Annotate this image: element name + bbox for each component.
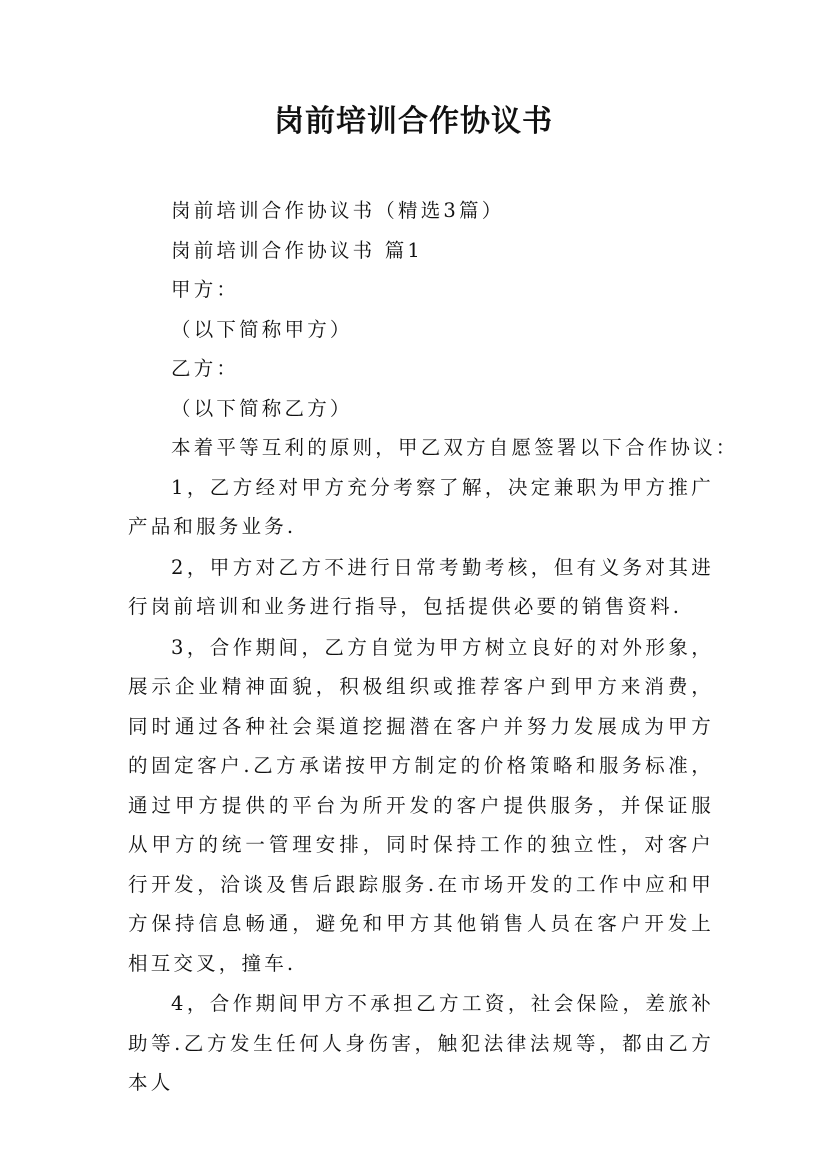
subtitle-line: 岗前培训合作协议书（精选3篇） <box>171 199 505 222</box>
clause-1: 1，乙方经对甲方充分考察了解，决定兼职为甲方推广产品和服务业务. <box>128 475 714 538</box>
clause-2: 2，甲方对乙方不进行日常考勤考核，但有义务对其进行岗前培训和业务进行指导，包括提供必要的销售资料. <box>128 555 714 618</box>
clause-4: 4，合作期间甲方不承担乙方工资，社会保险，差旅补助等.乙方发生任何人身伤害，触犯法律法规等，都由乙方本人 <box>128 992 714 1094</box>
clause-3: 3，合作期间，乙方自觉为甲方树立良好的对外形象，展示企业精神面貌，积极组织或推荐客户到甲方来消费，同时通过各种社会渠道挖掘潜在客户并努力发展成为甲方的固定客户.乙方承诺按甲方制定的价格策略和服务标准，通过甲方提供的平台为所开发的客户提供服务，并保证服从甲方的统一管理安排，同时保持工作的独立性，对客户行开发，洽谈及售后跟踪服务.在市场开发的工作中应和甲方保持信息畅通，避免和甲方其他销售人员在客户开发上相互交叉，撞车. <box>128 635 714 975</box>
party-a-label: 甲方： <box>171 278 240 301</box>
preamble-line: 本着平等互利的原则，甲乙双方自愿签署以下合作协议： <box>171 436 739 459</box>
section-heading: 岗前培训合作协议书 篇1 <box>171 238 424 262</box>
document-title: 岗前培训合作协议书 <box>274 104 553 139</box>
document-body <box>128 191 739 1103</box>
party-b-label: 乙方： <box>171 357 240 380</box>
party-b-note: （以下简称乙方） <box>171 396 353 420</box>
party-a-note: （以下简称甲方） <box>171 317 353 341</box>
